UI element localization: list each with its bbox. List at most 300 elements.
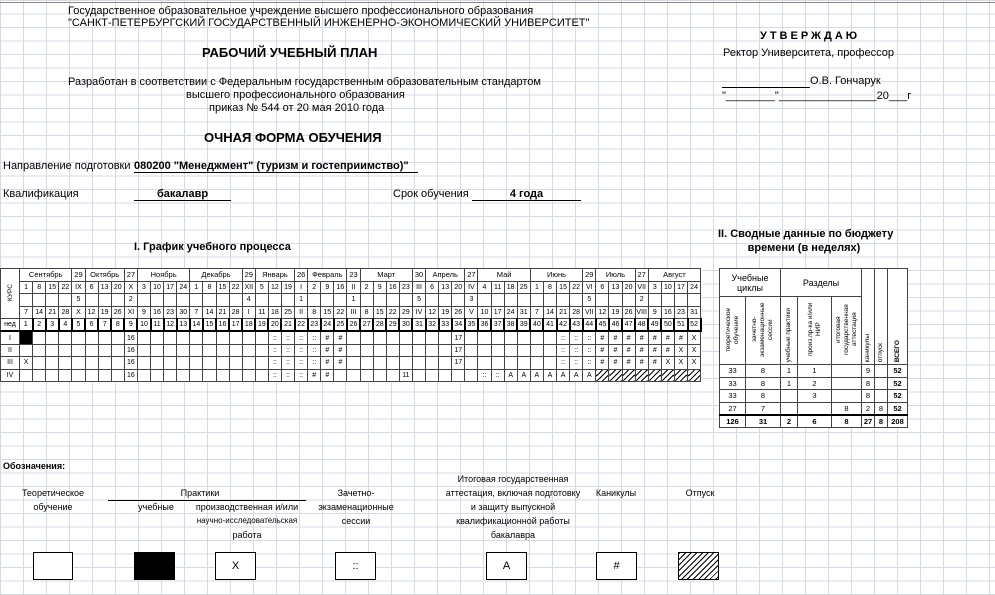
summary-cell: 3 — [798, 390, 832, 403]
week-cell — [33, 357, 46, 370]
week-cell — [373, 331, 386, 344]
week-cell-leave — [609, 369, 622, 382]
week-cell — [164, 357, 177, 370]
week-cell-leave — [596, 369, 609, 382]
day-cell: 28 — [570, 306, 583, 319]
week-cell — [111, 344, 124, 357]
day-cell: 8 — [308, 306, 321, 319]
week-number-cell: 43 — [570, 319, 583, 332]
day-cell: 2 — [124, 294, 137, 307]
developed-line-2: высшего профессионального образования — [186, 89, 405, 101]
day-cell: II — [347, 281, 360, 294]
day-cell: 9 — [321, 281, 334, 294]
day-cell: 26 — [452, 306, 465, 319]
day-cell: 6 — [426, 281, 439, 294]
summary-cell: 33 — [720, 365, 746, 378]
day-cell — [334, 294, 347, 307]
day-cell — [203, 294, 216, 307]
summary-cell: 8 — [875, 402, 888, 415]
day-cell — [426, 294, 439, 307]
week-number-cell: 7 — [98, 319, 111, 332]
week-cell — [360, 369, 373, 382]
legend-label-vacation: Каникулы — [595, 488, 637, 498]
summary-total-cell: 6 — [798, 415, 832, 428]
week-cell: :: — [557, 357, 570, 370]
week-cell — [465, 357, 478, 370]
day-cell: 2 — [360, 281, 373, 294]
day-cell: 1 — [295, 294, 308, 307]
week-cell — [33, 369, 46, 382]
week-cell — [530, 344, 543, 357]
day-cell — [688, 294, 701, 307]
day-cell: 18 — [504, 281, 517, 294]
week-number-cell: 32 — [426, 319, 439, 332]
month-cell: 27 — [635, 269, 648, 282]
week-cell: :: — [478, 369, 491, 382]
day-cell — [399, 294, 412, 307]
day-cell — [98, 294, 111, 307]
day-cell — [596, 294, 609, 307]
week-cell — [85, 357, 98, 370]
duration-label: Срок обучения — [393, 188, 469, 200]
day-cell: 10 — [151, 281, 164, 294]
day-cell: 3 — [465, 294, 478, 307]
week-cell — [111, 331, 124, 344]
week-cell: :: — [281, 344, 294, 357]
week-cell — [190, 344, 203, 357]
legend-label-practice: Практики — [180, 488, 220, 498]
week-cell: # — [609, 344, 622, 357]
week-number-cell: 36 — [478, 319, 491, 332]
week-cell — [426, 344, 439, 357]
week-number-cell: 17 — [229, 319, 242, 332]
summary-col-label: итоговая государственная аттестация — [834, 304, 858, 355]
day-cell: 7 — [530, 306, 543, 319]
month-row — [1, 269, 701, 282]
week-cell — [137, 344, 150, 357]
week-cell: A — [504, 369, 517, 382]
week-cell-leave — [674, 369, 687, 382]
developed-line-1: Разработан в соответствии с Федеральным государственным образовательным стандартом — [68, 76, 541, 88]
week-cell: :: — [268, 369, 281, 382]
week-number-cell: 19 — [255, 319, 268, 332]
day-cell — [111, 294, 124, 307]
summary-total-cell: 208 — [888, 415, 908, 428]
summary-cell: 8 — [746, 365, 781, 378]
summary-cell: 52 — [888, 402, 908, 415]
day-cell — [504, 294, 517, 307]
day-cell: 5 — [583, 294, 596, 307]
week-cell — [72, 369, 85, 382]
day-cell: X — [124, 281, 137, 294]
week-cell — [386, 331, 399, 344]
doc-title: РАБОЧИЙ УЧЕБНЫЙ ПЛАН — [202, 45, 378, 60]
week-cell: A — [530, 369, 543, 382]
week-cell: :: — [570, 344, 583, 357]
day-cell — [85, 294, 98, 307]
day-cell: 17 — [674, 281, 687, 294]
day-cell: 9 — [648, 306, 661, 319]
week-cell: A — [583, 369, 596, 382]
summary-row — [720, 365, 908, 378]
day-cell: III — [347, 306, 360, 319]
day-cell — [491, 294, 504, 307]
summary-total-cell: 8 — [875, 415, 888, 428]
week-cell: # — [609, 357, 622, 370]
week-cell — [85, 369, 98, 382]
day-cell: 8 — [203, 281, 216, 294]
summary-cell: 9 — [862, 365, 875, 378]
day-cell — [46, 294, 59, 307]
summary-cell: 1 — [798, 365, 832, 378]
week-cell — [426, 369, 439, 382]
week-cell: :: — [557, 331, 570, 344]
week-cell — [347, 331, 360, 344]
summary-col-label: произ.пр-ка и/или НИР — [806, 302, 822, 357]
week-cell — [347, 344, 360, 357]
week-cell — [177, 369, 190, 382]
week-number-cell: 4 — [59, 319, 72, 332]
week-cell: :: — [268, 357, 281, 370]
week-cell — [98, 369, 111, 382]
week-cell — [373, 369, 386, 382]
summary-cell — [832, 390, 862, 403]
summary-col-label: учебные практики — [785, 307, 793, 362]
summary-cell: 2 — [862, 402, 875, 415]
course-label: IV — [1, 369, 20, 382]
week-number-cell: 50 — [661, 319, 674, 332]
week-number-cell: 11 — [151, 319, 164, 332]
week-cell: # — [308, 369, 321, 382]
month-cell: Март — [360, 269, 412, 282]
summary-cell — [875, 365, 888, 378]
approve-role: Ректор Университета, профессор — [723, 47, 894, 59]
week-cell — [59, 369, 72, 382]
day-cell: XII — [242, 281, 255, 294]
duration-value: 4 года — [472, 188, 581, 201]
start-day-row — [1, 281, 701, 294]
study-form: ОЧНАЯ ФОРМА ОБУЧЕНИЯ — [204, 130, 382, 145]
week-cell — [203, 357, 216, 370]
week-cell: # — [321, 331, 334, 344]
day-cell: VII — [583, 306, 596, 319]
org-line-2: "САНКТ-ПЕТЕРБУРГСКИЙ ГОСУДАРСТВЕННЫЙ ИНЖЕНЕРНО-ЭКОНОМИЧЕСКИЙ УНИВЕРСИТЕТ" — [68, 17, 590, 29]
month-cell: 27 — [124, 269, 137, 282]
week-cell — [229, 344, 242, 357]
week-cell — [439, 331, 452, 344]
week-cell: # — [635, 357, 648, 370]
day-cell: II — [295, 306, 308, 319]
week-cell — [399, 331, 412, 344]
day-cell: 18 — [268, 306, 281, 319]
day-cell: 1 — [190, 281, 203, 294]
week-cell: :: — [570, 357, 583, 370]
week-cell: :: — [557, 344, 570, 357]
day-cell — [530, 294, 543, 307]
month-cell: Декабрь — [190, 269, 242, 282]
day-cell: 16 — [661, 306, 674, 319]
day-cell — [137, 294, 150, 307]
summary-totals-row — [720, 415, 908, 428]
day-cell: 14 — [203, 306, 216, 319]
day-cell — [648, 294, 661, 307]
summary-cell: 52 — [888, 377, 908, 390]
week-number-cell: 20 — [268, 319, 281, 332]
day-cell: 9 — [373, 281, 386, 294]
week-cell — [347, 369, 360, 382]
week-cell — [72, 357, 85, 370]
legend-label-prod: производственная и/или — [195, 502, 299, 512]
legend-box-edu — [134, 552, 175, 580]
week-cell: 17 — [452, 357, 465, 370]
week-cell: :: — [281, 331, 294, 344]
week-cell — [72, 331, 85, 344]
summary-col-header — [798, 297, 832, 365]
week-cell — [491, 357, 504, 370]
summary-col-header — [888, 269, 908, 365]
summary-col-header — [781, 297, 798, 365]
day-cell: 14 — [33, 306, 46, 319]
day-cell — [386, 294, 399, 307]
week-cell: # — [635, 344, 648, 357]
week-cell — [216, 344, 229, 357]
top-strip — [0, 0, 995, 3]
month-cell: 26 — [295, 269, 308, 282]
day-cell: 10 — [478, 306, 491, 319]
week-cell — [20, 369, 33, 382]
kurs-label: КУРС — [6, 283, 14, 301]
legend-label-work: работа — [232, 530, 262, 540]
week-cell — [465, 344, 478, 357]
day-cell: 20 — [111, 281, 124, 294]
summary-col-header — [832, 297, 862, 365]
day-cell: 16 — [151, 306, 164, 319]
week-cell: :: — [583, 344, 596, 357]
summary-cell: 8 — [862, 390, 875, 403]
week-cell: # — [661, 331, 674, 344]
week-cell — [20, 344, 33, 357]
day-cell: 25 — [281, 306, 294, 319]
day-cell: 21 — [557, 306, 570, 319]
summary-cell: 1 — [781, 365, 798, 378]
month-cell: Октябрь — [85, 269, 124, 282]
week-cell: A — [557, 369, 570, 382]
day-cell: 24 — [177, 281, 190, 294]
week-cell — [151, 344, 164, 357]
summary-cell — [798, 402, 832, 415]
week-cell: 16 — [124, 344, 137, 357]
week-cell — [465, 331, 478, 344]
day-cell: 3 — [648, 281, 661, 294]
week-cell: :: — [570, 331, 583, 344]
day-cell: 1 — [20, 281, 33, 294]
week-cell-selected — [20, 331, 33, 344]
direction-label: Направление подготовки — [3, 160, 131, 172]
week-number-cell: 6 — [85, 319, 98, 332]
week-number-cell: 15 — [203, 319, 216, 332]
week-number-cell: 29 — [386, 319, 399, 332]
course-row — [1, 344, 701, 357]
day-cell — [360, 294, 373, 307]
legend-label-sessions: Зачетно-экзаменационные сессии — [318, 488, 394, 526]
week-cell — [360, 357, 373, 370]
week-number-cell: 45 — [596, 319, 609, 332]
week-cell: # — [334, 357, 347, 370]
mid-row — [1, 294, 701, 307]
legend-label-nir: научно-исследовательская — [196, 516, 298, 525]
summary-cell: 52 — [888, 365, 908, 378]
week-cell: 16 — [124, 369, 137, 382]
week-cell-leave — [648, 369, 661, 382]
day-cell: VIII — [635, 306, 648, 319]
legend-box-attestation: А — [486, 552, 527, 580]
summary-col-label: теоретическое обучение — [724, 307, 740, 352]
week-cell — [190, 357, 203, 370]
day-cell — [59, 294, 72, 307]
week-cell — [452, 369, 465, 382]
week-cell: # — [622, 344, 635, 357]
summary-total-cell: 2 — [781, 415, 798, 428]
week-cell — [164, 344, 177, 357]
week-cell: # — [334, 331, 347, 344]
day-cell: 23 — [674, 306, 687, 319]
summary-col-label: каникулы — [864, 333, 872, 362]
day-cell: 16 — [386, 281, 399, 294]
week-number-cell: 22 — [295, 319, 308, 332]
week-number-cell: 9 — [124, 319, 137, 332]
day-cell — [557, 294, 570, 307]
course-row — [1, 331, 701, 344]
week-cell: # — [596, 344, 609, 357]
week-cell — [439, 357, 452, 370]
day-cell: 19 — [281, 281, 294, 294]
legend-label-theory: Теоретическое обучение — [21, 488, 85, 512]
week-cell — [190, 369, 203, 382]
week-cell — [242, 331, 255, 344]
day-cell: 25 — [517, 281, 530, 294]
week-cell — [491, 344, 504, 357]
week-cell — [216, 331, 229, 344]
summary-col-header — [720, 297, 746, 365]
week-number-cell: 49 — [648, 319, 661, 332]
week-cell — [46, 357, 59, 370]
week-cell — [439, 344, 452, 357]
week-number-cell: 8 — [111, 319, 124, 332]
day-cell — [216, 294, 229, 307]
week-cell — [478, 357, 491, 370]
week-number-cell: 24 — [321, 319, 334, 332]
week-cell — [98, 344, 111, 357]
day-cell — [609, 294, 622, 307]
day-cell — [517, 294, 530, 307]
day-cell: V — [465, 306, 478, 319]
month-cell: Апрель — [426, 269, 465, 282]
week-cell — [216, 357, 229, 370]
month-cell: 27 — [465, 269, 478, 282]
week-cell-leave — [622, 369, 635, 382]
day-cell — [33, 294, 46, 307]
legend-box-leave — [678, 552, 719, 580]
week-cell — [85, 331, 98, 344]
week-cell — [137, 369, 150, 382]
summary-col-header — [746, 297, 781, 365]
week-number-cell: 13 — [177, 319, 190, 332]
day-cell — [452, 294, 465, 307]
week-cell — [373, 357, 386, 370]
day-cell: 5 — [412, 294, 425, 307]
week-cell: X — [688, 331, 701, 344]
week-cell — [137, 331, 150, 344]
day-cell: 7 — [20, 306, 33, 319]
week-cell: :: — [583, 357, 596, 370]
week-cell — [229, 331, 242, 344]
week-cell — [478, 344, 491, 357]
week-cell — [216, 369, 229, 382]
week-cell: # — [609, 331, 622, 344]
week-number-cell: 25 — [334, 319, 347, 332]
day-cell: IV — [465, 281, 478, 294]
week-cell-leave — [635, 369, 648, 382]
week-cell — [360, 331, 373, 344]
week-cell — [334, 369, 347, 382]
day-cell: 5 — [72, 294, 85, 307]
week-cell: 17 — [452, 344, 465, 357]
day-cell: 8 — [543, 281, 556, 294]
week-cell: # — [334, 344, 347, 357]
week-cell — [399, 344, 412, 357]
day-cell — [20, 294, 33, 307]
week-cell — [151, 331, 164, 344]
week-cell — [242, 357, 255, 370]
week-number-cell: 31 — [412, 319, 425, 332]
week-cell: # — [321, 357, 334, 370]
week-cell — [33, 331, 46, 344]
day-cell: 6 — [85, 281, 98, 294]
week-number-cell: 44 — [583, 319, 596, 332]
day-cell — [268, 294, 281, 307]
week-number-row — [1, 319, 701, 332]
week-number-cell: 28 — [373, 319, 386, 332]
week-cell: # — [648, 344, 661, 357]
summary-total-cell: 31 — [746, 415, 781, 428]
week-cell: A — [517, 369, 530, 382]
day-cell: 15 — [321, 306, 334, 319]
summary-table — [719, 268, 908, 428]
week-cell — [177, 331, 190, 344]
day-cell: 13 — [98, 281, 111, 294]
week-cell: # — [622, 331, 635, 344]
week-cell: :: — [295, 369, 308, 382]
summary-cell — [781, 390, 798, 403]
week-cell — [530, 331, 543, 344]
course-label: II — [1, 344, 20, 357]
day-cell — [229, 294, 242, 307]
month-cell: Февраль — [308, 269, 347, 282]
day-cell: III — [412, 281, 425, 294]
day-cell: 4 — [242, 294, 255, 307]
week-cell — [46, 344, 59, 357]
course-row — [1, 369, 701, 382]
week-number-cell: 12 — [164, 319, 177, 332]
day-cell: 31 — [517, 306, 530, 319]
summary-total-cell: 8 — [832, 415, 862, 428]
week-cell — [72, 344, 85, 357]
day-cell — [281, 294, 294, 307]
summary-cell: 2 — [798, 377, 832, 390]
day-cell: 22 — [386, 306, 399, 319]
day-cell — [255, 294, 268, 307]
week-cell — [465, 369, 478, 382]
